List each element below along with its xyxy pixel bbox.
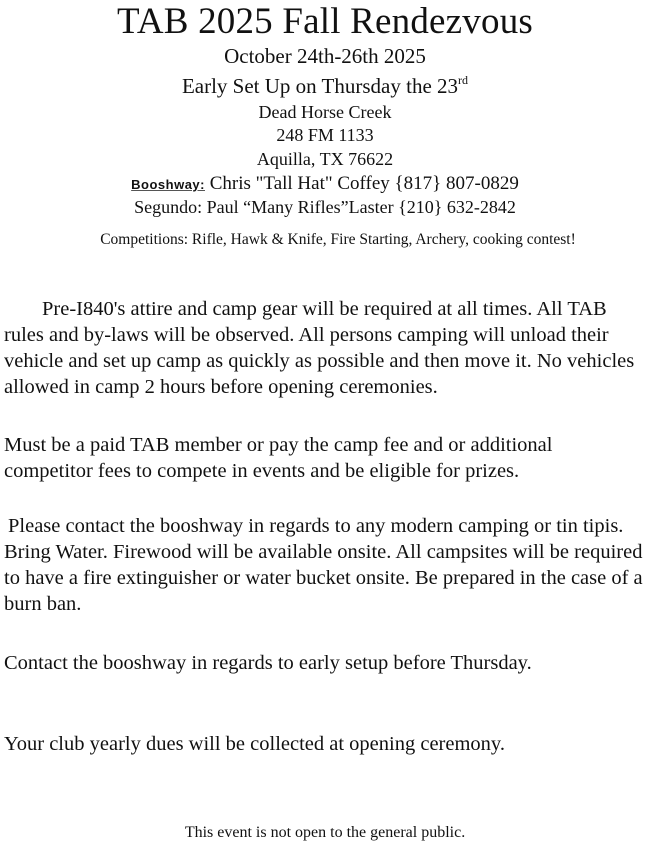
dues-paragraph: Your club yearly dues will be collected at opening ceremony. [4, 733, 505, 755]
venue-address: 248 FM 1133 [276, 125, 374, 145]
early-setup-text: Early Set Up on Thursday the 23 [181, 74, 459, 98]
early-setup-suffix: rd [458, 73, 469, 87]
early-setup-line [0, 73, 650, 99]
event-title: TAB 2025 Fall Rendezvous [117, 1, 533, 42]
camping-paragraph: Please contact the booshway in regards to any modern camping or tin tipis. Bring Water. Firewood will be available onsite. All campsites will be required to have a fire extinguisher or water bucket onsite. Be prepared in the case of a burn ban. [4, 515, 643, 615]
segundo-contact: Segundo: Paul “Many Rifles”Laster {210} 632-2842 [134, 197, 516, 217]
footer-notice: This event is not open to the general public. [184, 824, 466, 841]
attire-rules-paragraph: Pre-I840's attire and camp gear will be required at all times. All TAB rules and by-laws will be observed. All persons camping will unload their vehicle and set up camp as quickly as possible and then move it. No vehicles allowed in camp 2 hours before opening ceremonies. [4, 298, 635, 398]
venue-city: Aquilla, TX 76622 [256, 149, 394, 169]
booshway-label: Booshway: [131, 177, 205, 192]
booshway-value: Chris "Tall Hat" Coffey {817} 807-0829 [204, 173, 519, 194]
booshway-contact [0, 172, 650, 197]
early-setup-paragraph: Contact the booshway in regards to early setup before Thursday. [4, 652, 532, 674]
event-dates: October 24th-26th 2025 [224, 44, 426, 68]
membership-paragraph: Must be a paid TAB member or pay the camp fee and or additional competitor fees to compete in events and be eligible for prizes. [4, 434, 553, 482]
competitions-list: Competitions: Rifle, Hawk & Knife, Fire Starting, Archery, cooking contest! [100, 231, 576, 248]
venue-name: Dead Horse Creek [258, 102, 392, 122]
